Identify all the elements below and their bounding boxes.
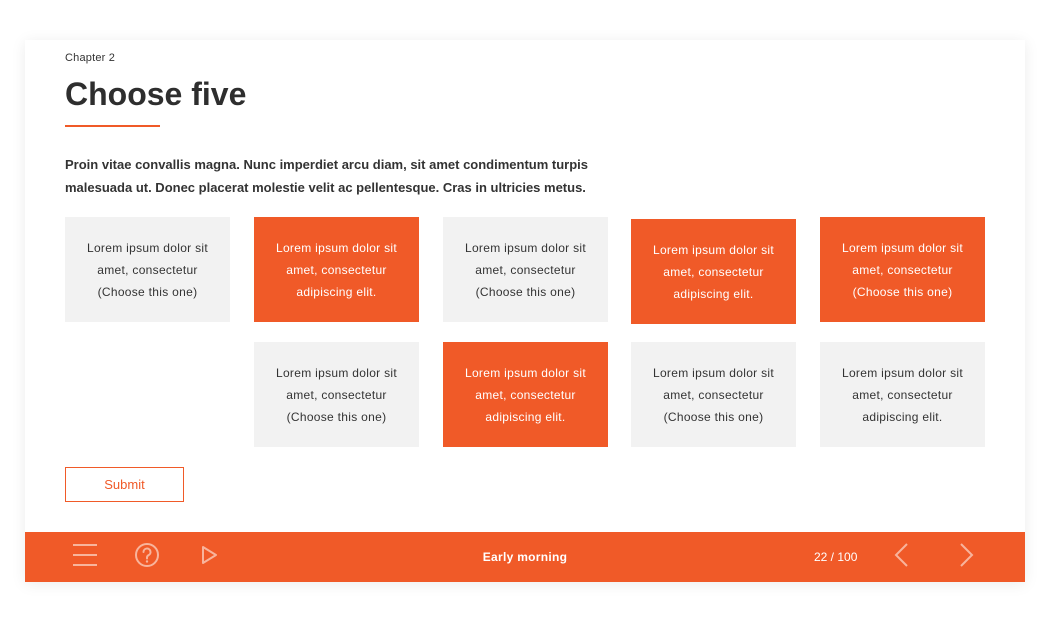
option-line: amet, consectetur bbox=[475, 387, 576, 402]
option-line: adipiscing elit. bbox=[862, 409, 943, 424]
help-button[interactable] bbox=[125, 532, 169, 582]
option-line: amet, consectetur bbox=[663, 387, 764, 402]
option-tile-4[interactable] bbox=[631, 219, 796, 324]
player-control-bar bbox=[25, 532, 1025, 582]
option-tile-8[interactable] bbox=[631, 342, 796, 447]
option-tile-5[interactable] bbox=[820, 217, 985, 322]
option-line: amet, consectetur bbox=[286, 262, 387, 277]
title-underline bbox=[65, 125, 160, 127]
option-line: adipiscing elit. bbox=[485, 409, 566, 424]
option-line: Lorem ipsum dolor sit bbox=[652, 242, 774, 257]
page-counter-text: 22 / 100 bbox=[814, 550, 858, 564]
menu-icon bbox=[71, 542, 99, 573]
option-tile-2[interactable] bbox=[254, 217, 419, 322]
lesson-title-text: Early morning bbox=[482, 550, 568, 564]
option-tile-9[interactable] bbox=[820, 342, 985, 447]
play-icon bbox=[199, 545, 219, 570]
option-line: amet, consectetur bbox=[475, 262, 576, 277]
option-line: (Choose this one) bbox=[663, 409, 764, 424]
option-tile-7[interactable] bbox=[443, 342, 608, 447]
option-line: Lorem ipsum dolor sit bbox=[841, 365, 963, 380]
option-line: (Choose this one) bbox=[97, 284, 198, 299]
page-title: Choose five bbox=[65, 76, 247, 112]
play-button[interactable] bbox=[187, 532, 231, 582]
submit-button[interactable]: Submit bbox=[65, 467, 184, 502]
instructions-text: Proin vitae convallis magna. Nunc imperdiet arcu diam, sit amet condimentum turpis malesuada ut. Donec placerat molestie velit ac pellentesque. Cras in ultricies metus. bbox=[65, 157, 589, 195]
option-tile-6[interactable] bbox=[254, 342, 419, 447]
option-line: amet, consectetur bbox=[663, 264, 764, 279]
help-icon bbox=[134, 542, 160, 573]
next-button[interactable] bbox=[947, 532, 987, 582]
option-line: (Choose this one) bbox=[286, 409, 387, 424]
option-line: amet, consectetur bbox=[852, 262, 953, 277]
option-tile-1[interactable] bbox=[65, 217, 230, 322]
option-tile-3[interactable] bbox=[443, 217, 608, 322]
option-line: Lorem ipsum dolor sit bbox=[275, 365, 397, 380]
option-line: Lorem ipsum dolor sit bbox=[841, 240, 963, 255]
previous-button[interactable] bbox=[881, 532, 921, 582]
chapter-label: Chapter 2 bbox=[65, 52, 116, 64]
option-line: amet, consectetur bbox=[852, 387, 953, 402]
option-line: adipiscing elit. bbox=[673, 286, 754, 301]
option-line: Lorem ipsum dolor sit bbox=[275, 240, 397, 255]
option-line: (Choose this one) bbox=[852, 284, 953, 299]
option-line: Lorem ipsum dolor sit bbox=[86, 240, 208, 255]
option-line: (Choose this one) bbox=[475, 284, 576, 299]
menu-button[interactable] bbox=[63, 532, 107, 582]
option-line: Lorem ipsum dolor sit bbox=[652, 365, 774, 380]
option-line: amet, consectetur bbox=[286, 387, 387, 402]
option-line: Lorem ipsum dolor sit bbox=[464, 240, 586, 255]
chevron-left-icon bbox=[892, 542, 910, 573]
option-line: amet, consectetur bbox=[97, 262, 198, 277]
lesson-title bbox=[25, 532, 1025, 582]
option-line: Lorem ipsum dolor sit bbox=[464, 365, 586, 380]
page-counter bbox=[814, 532, 857, 582]
option-line: adipiscing elit. bbox=[296, 284, 377, 299]
chevron-right-icon bbox=[958, 542, 976, 573]
